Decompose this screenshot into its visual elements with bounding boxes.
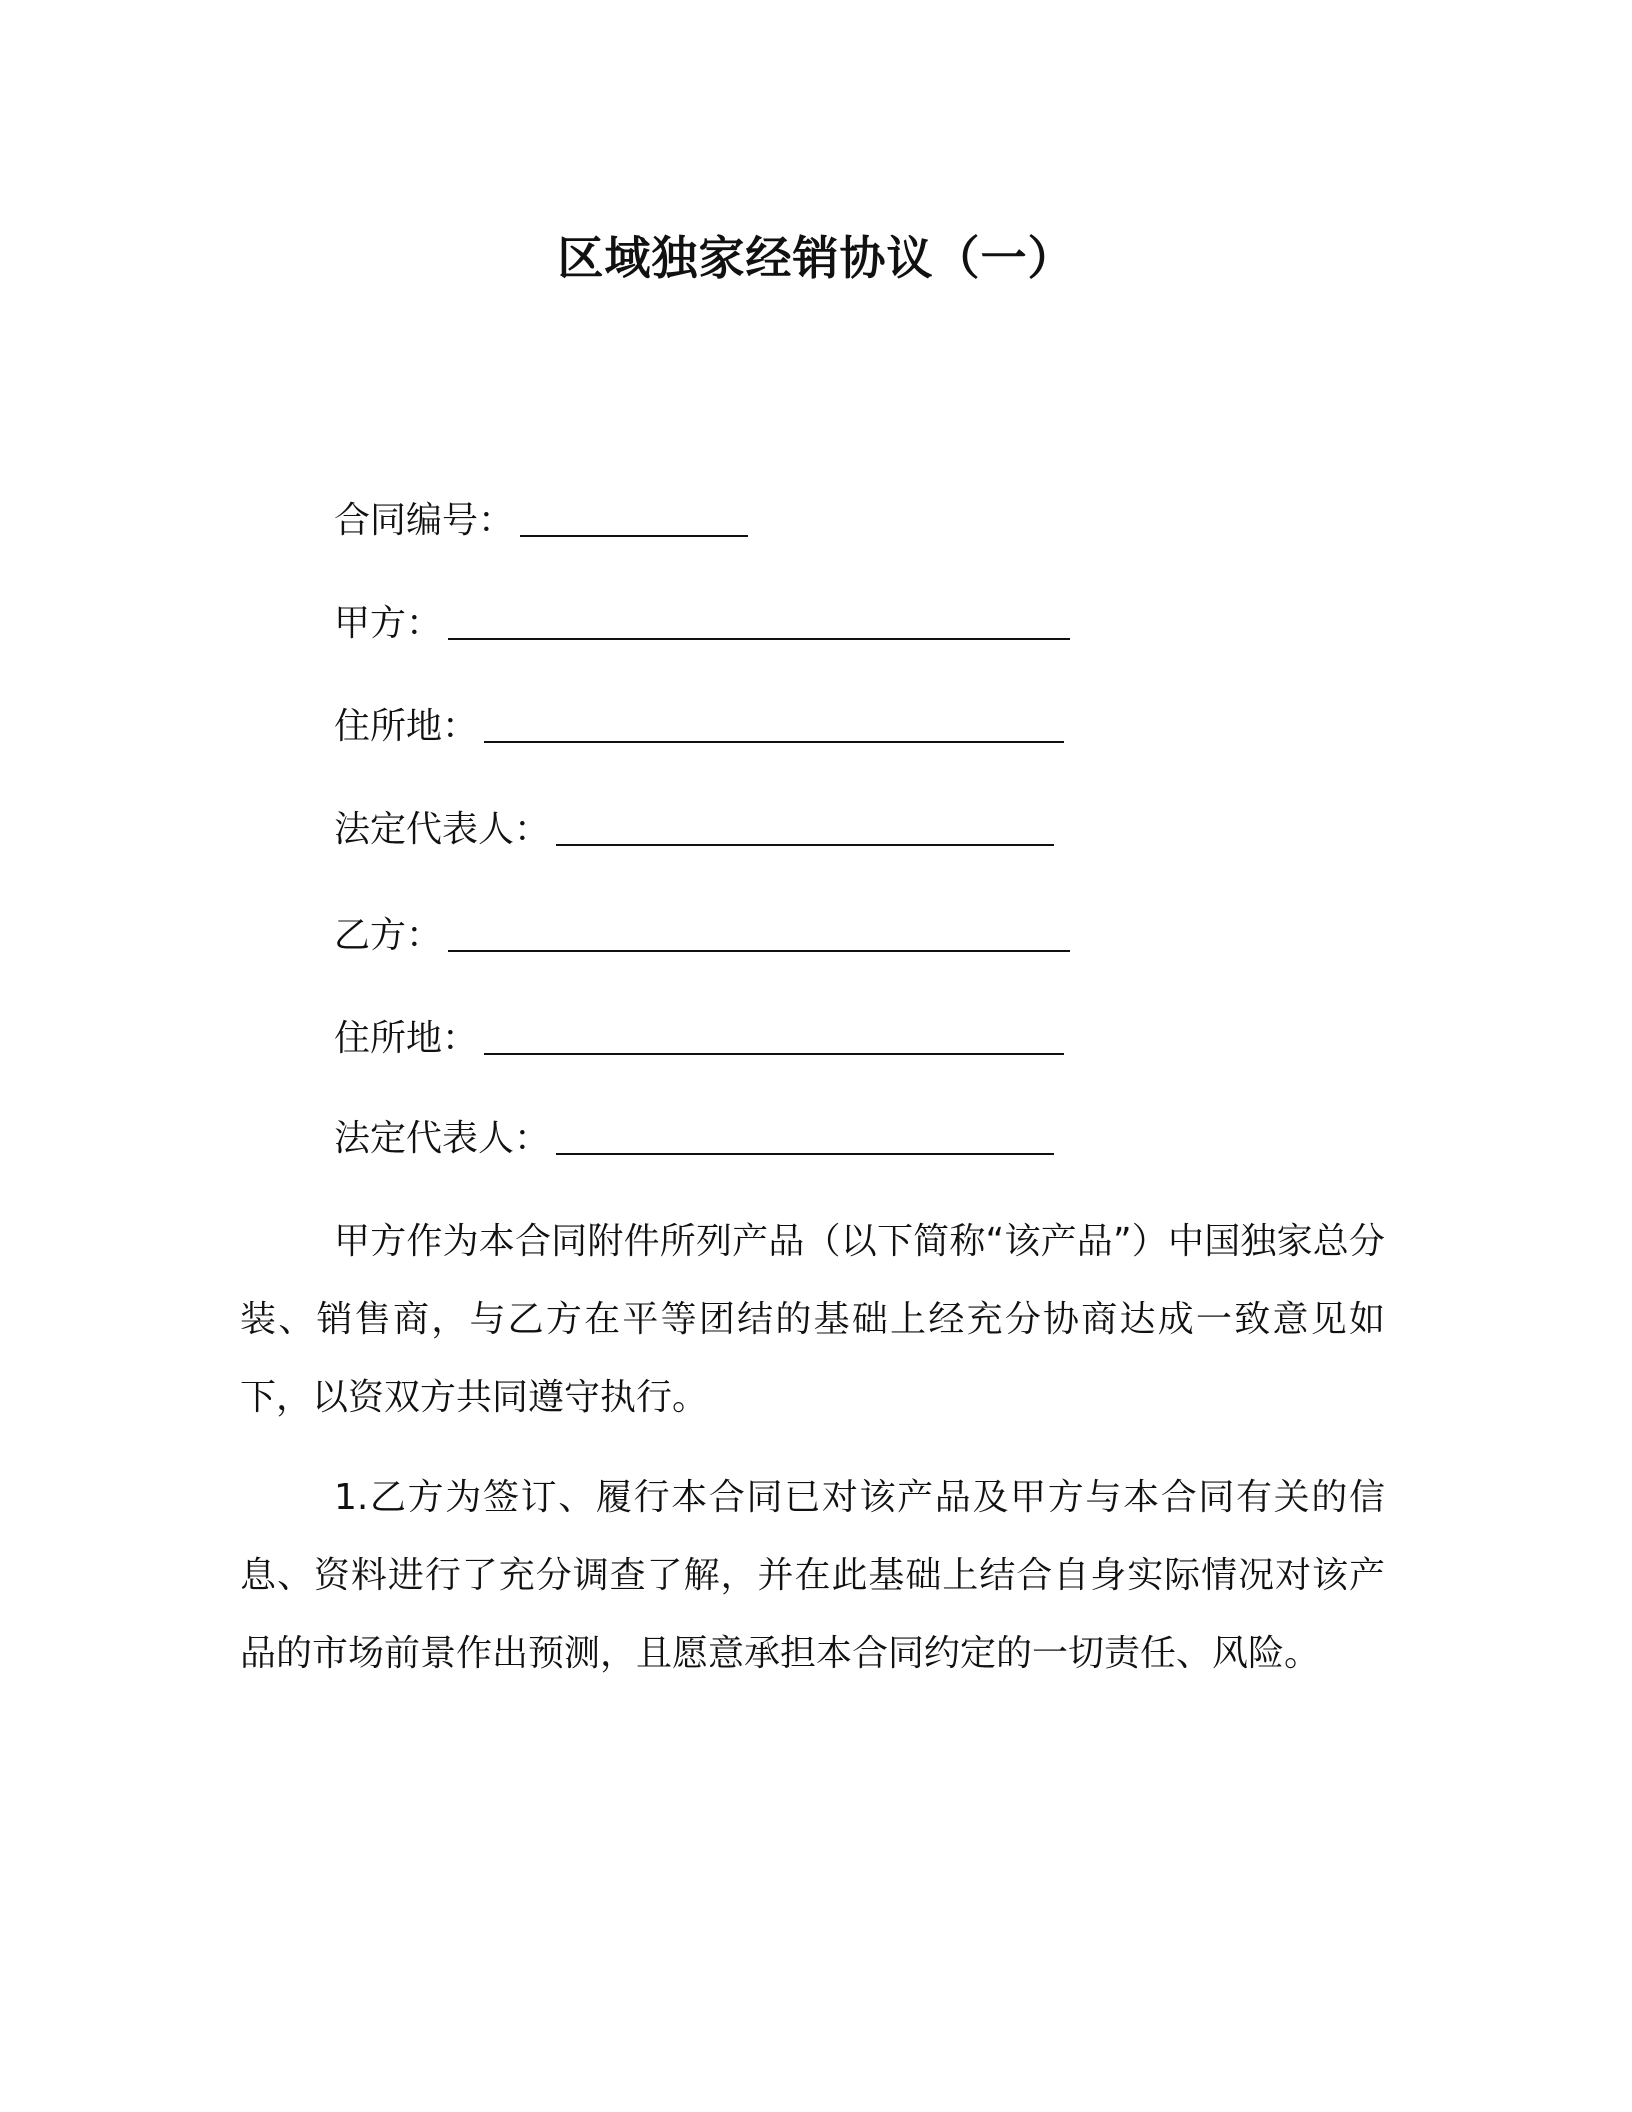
- fill-in-blank: [556, 814, 1054, 846]
- fill-in-blank: [484, 711, 1064, 743]
- field-label: 甲方：: [334, 603, 443, 644]
- paragraph-preamble: 甲方作为本合同附件所列产品（以下简称“该产品”）中国独家总分装、销售商，与乙方在平等团结的基础上经充分协商达成一致意见如下，以资双方共同遵守执行。: [240, 1221, 1385, 1418]
- fill-in-blank: [448, 920, 1070, 952]
- fill-in-blank: [448, 608, 1070, 640]
- field-party-a: [334, 596, 1070, 646]
- field-label: 住所地：: [334, 1018, 479, 1059]
- field-label: 住所地：: [334, 706, 479, 747]
- field-party-a-address: [334, 699, 1064, 749]
- field-label: 合同编号：: [334, 500, 515, 541]
- fill-in-blank: [484, 1023, 1064, 1055]
- fill-in-blank: [556, 1123, 1054, 1155]
- field-label: 乙方：: [334, 915, 443, 956]
- field-party-a-representative: [334, 802, 1054, 852]
- document-title: 区域独家经销协议（一）: [557, 231, 1075, 285]
- field-party-b-address: [334, 1011, 1064, 1061]
- fill-in-blank: [520, 505, 748, 537]
- field-party-b-representative: [334, 1111, 1054, 1161]
- field-label: 法定代表人：: [334, 809, 551, 850]
- field-party-b: [334, 908, 1070, 958]
- field-label: 法定代表人：: [334, 1118, 551, 1159]
- paragraph-clause-1: 1.乙方为签订、履行本合同已对该产品及甲方与本合同有关的信息、资料进行了充分调查了解，并在此基础上结合自身实际情况对该产品的市场前景作出预测，且愿意承担本合同约定的一切责任、风险。: [240, 1477, 1385, 1674]
- field-contract-number: [334, 493, 748, 543]
